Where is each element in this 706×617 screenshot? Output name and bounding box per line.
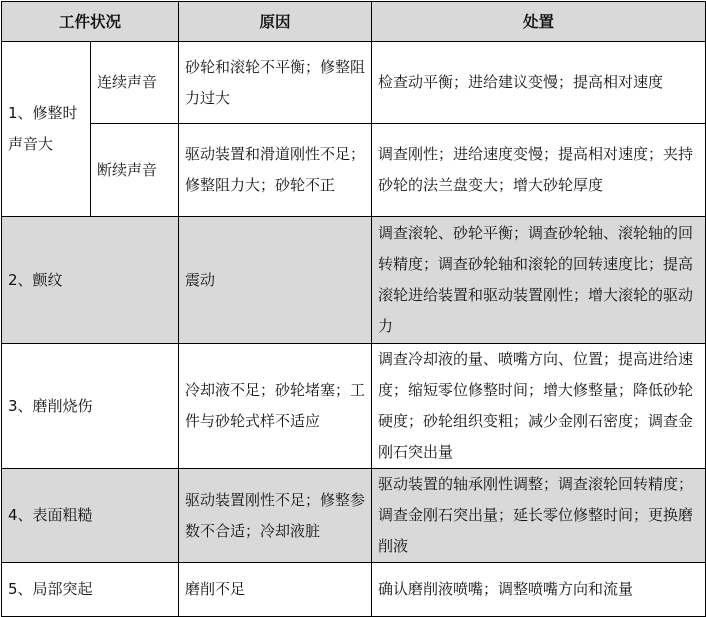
sub-condition-cell: 断续声音 [91, 124, 179, 217]
table-row [2, 469, 706, 563]
condition-cell: 2、颤纹 [2, 217, 179, 344]
cause-cell: 驱动装置和滑道刚性不足；修整阻力大；砂轮不正 [179, 124, 372, 217]
treatment-cell: 调查滚轮、砂轮平衡；调查砂轮轴、滚轮轴的回转精度；调查砂轮轴和滚轮的回转速度比；提高滚轮进给装置和驱动装置刚性；增大滚轮的驱动力 [372, 217, 706, 344]
condition-cell: 3、磨削烧伤 [2, 344, 179, 469]
troubleshooting-table [1, 1, 706, 617]
treatment-cell: 确认磨削液喷嘴；调整喷嘴方向和流量 [372, 563, 706, 617]
condition-cell: 4、表面粗糙 [2, 469, 179, 563]
table-row [2, 42, 706, 124]
treatment-cell: 检查动平衡；进给建议变慢；提高相对速度 [372, 42, 706, 124]
header-row [2, 2, 706, 42]
header-cause: 原因 [179, 2, 372, 42]
table-row [2, 344, 706, 469]
cause-cell: 驱动装置刚性不足；修整参数不合适；冷却液脏 [179, 469, 372, 563]
table-row [2, 124, 706, 217]
header-treatment: 处置 [372, 2, 706, 42]
treatment-cell: 驱动装置的轴承刚性调整；调查滚轮回转精度；调查金刚石突出量；延长零位修整时间；更换磨削液 [372, 469, 706, 563]
condition-cell: 1、修整时声音大 [2, 42, 91, 217]
table-row [2, 563, 706, 617]
treatment-cell: 调查刚性；进给速度变慢；提高相对速度；夹持砂轮的法兰盘变大；增大砂轮厚度 [372, 124, 706, 217]
sub-condition-cell: 连续声音 [91, 42, 179, 124]
cause-cell: 冷却液不足；砂轮堵塞；工件与砂轮式样不适应 [179, 344, 372, 469]
treatment-cell: 调查冷却液的量、喷嘴方向、位置；提高进给速度；缩短零位修整时间；增大修整量；降低砂轮硬度；砂轮组织变粗；减少金刚石密度；调查金刚石突出量 [372, 344, 706, 469]
table-row [2, 217, 706, 344]
cause-cell: 磨削不足 [179, 563, 372, 617]
cause-cell: 震动 [179, 217, 372, 344]
cause-cell: 砂轮和滚轮不平衡；修整阻力过大 [179, 42, 372, 124]
header-condition: 工件状况 [2, 2, 179, 42]
condition-cell: 5、局部突起 [2, 563, 179, 617]
